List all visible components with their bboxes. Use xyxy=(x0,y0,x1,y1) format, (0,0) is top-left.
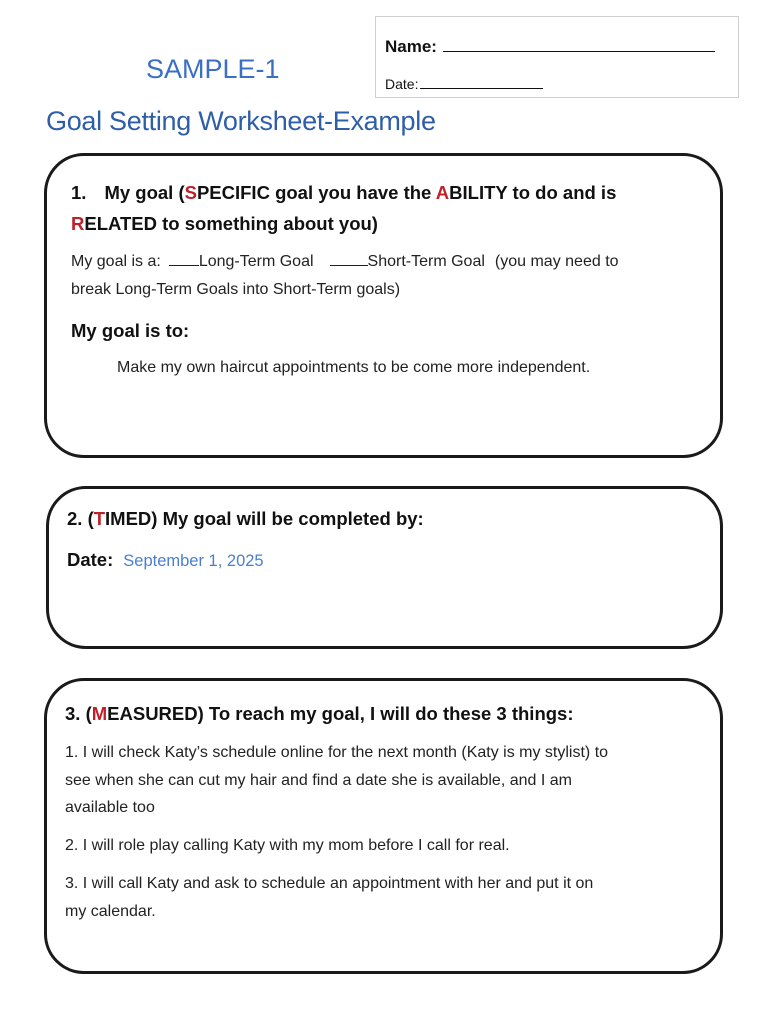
section-1-heading-line2: RELATED to something about you) xyxy=(71,213,378,234)
section-2-heading: 2. (TIMED) My goal will be completed by: xyxy=(67,508,424,529)
goal-type-line: My goal is a: Long-Term Goal Short-Term Goal (you may need to xyxy=(71,253,619,270)
section-3-heading: 3. (MEASURED) To reach my goal, I will do these 3 things: xyxy=(65,703,574,724)
sample-label: SAMPLE-1 xyxy=(146,54,280,84)
goal-type-note: break Long-Term Goals into Short-Term goals) xyxy=(71,281,401,298)
name-line xyxy=(385,37,715,57)
section-1-heading: 1. My goal (SPECIFIC goal you have the ABILITY to do and is xyxy=(71,182,617,203)
step-1-line-2[interactable]: see when she can cut my hair and find a date she is available, and I am xyxy=(65,772,572,789)
goal-answer[interactable]: Make my own haircut appointments to be come more independent. xyxy=(117,359,591,376)
long-term-blank[interactable] xyxy=(169,253,199,266)
section-3-box xyxy=(44,678,723,974)
name-date-box xyxy=(375,16,739,98)
step-3-line-2[interactable]: my calendar. xyxy=(65,903,156,920)
date-line xyxy=(385,76,543,92)
step-1-line-3[interactable]: available too xyxy=(65,799,155,816)
completion-date-answer[interactable]: September 1, 2025 xyxy=(123,552,264,570)
worksheet-title: Goal Setting Worksheet-Example xyxy=(46,106,436,136)
step-2[interactable]: 2. I will role play calling Katy with my mom before I call for real. xyxy=(65,837,510,854)
step-3-line-1[interactable]: 3. I will call Katy and ask to schedule an appointment with her and put it on xyxy=(65,875,594,892)
header-date-label: Date: xyxy=(385,76,419,92)
section-1-box xyxy=(44,153,723,458)
name-blank[interactable] xyxy=(443,37,715,52)
section-2-box xyxy=(46,486,723,649)
completion-date-line xyxy=(67,544,264,577)
completion-date-label: Date: xyxy=(67,549,114,570)
header-date-blank[interactable] xyxy=(420,76,543,89)
goal-label: My goal is to: xyxy=(71,320,190,341)
step-1-line-1[interactable]: 1. I will check Katy’s schedule online for the next month (Katy is my stylist) to xyxy=(65,744,609,761)
name-label: Name: xyxy=(385,37,437,56)
short-term-blank[interactable] xyxy=(330,253,368,266)
